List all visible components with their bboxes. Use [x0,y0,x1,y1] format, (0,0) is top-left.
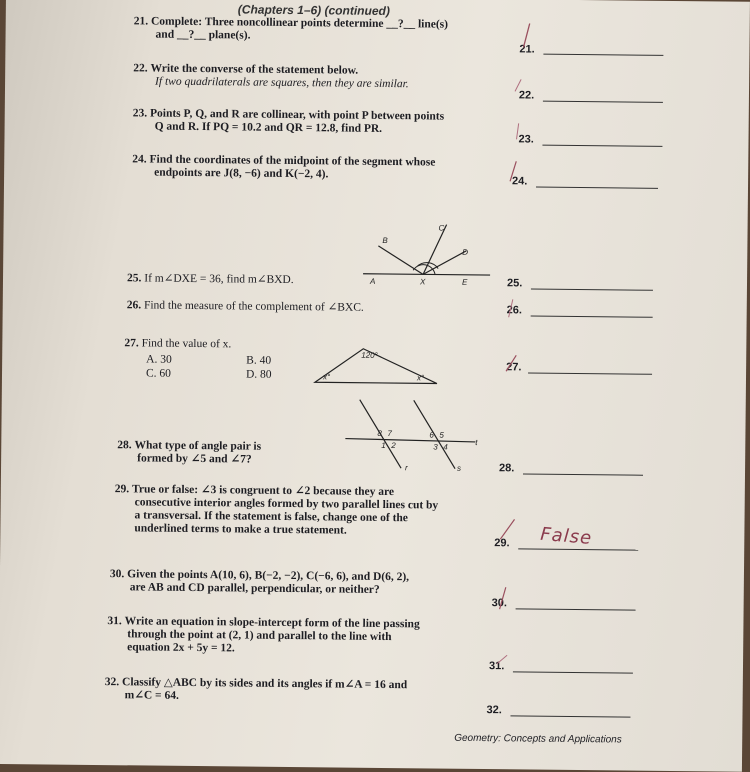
answer-label-27: 27. [506,361,521,373]
answer-line-28[interactable] [523,473,643,475]
answer-label-23: 23. [518,133,533,145]
question-22 [133,62,409,91]
question-text: m∠C = 64. [105,689,179,702]
question-text: If m∠DXE = 36, find m∠BXD. [144,272,293,286]
answer-label-29: 29. [494,537,509,549]
question-text: equation 2x + 5y = 12. [107,641,235,654]
pencil-marks [496,19,543,719]
angle-2: 2 [390,441,396,450]
question-26 [127,299,364,314]
question-text: Q and R. If PQ = 10.2 and QR = 12.8, find PR. [133,120,383,135]
question-text: Classify △ABC by its sides and its angles if m∠A = 16 and [122,676,407,691]
question-text: underlined terms to make a true statement. [114,522,347,536]
answer-label-32: 32. [486,704,501,716]
answer-line-21[interactable] [543,54,663,56]
label-x-left: x° [322,372,331,381]
question-number: 29. [115,483,129,495]
label-t: t [475,438,478,447]
choice-b: B. 40 [246,355,271,368]
page-header: (Chapters 1–6) (continued) [238,2,390,18]
question-number: 31. [107,615,121,627]
question-text: Write an equation in slope-intercept form of the line passing [125,615,420,630]
answer-label-30: 30. [492,597,507,609]
question-text: Write the converse of the statement below. [150,63,358,77]
label-D: D [462,248,468,257]
question-text: Given the points A(10, 6), B(−2, −2), C(−6, 6), and D(6, 2), [127,568,409,583]
choice-d: D. 80 [246,369,272,382]
angle-3: 3 [433,442,438,451]
question-21 [134,15,449,44]
question-text: a transversal. If the statement is false, change one of the [114,509,408,524]
question-text: If two quadrilaterals are squares, then they are similar. [133,75,409,90]
angle-bisector-figure [358,218,499,291]
angle-7: 7 [387,429,392,438]
question-text: True or false: ∠3 is congruent to ∠2 because they are [132,483,394,498]
answer-line-22[interactable] [543,101,663,103]
question-text: through the point at (2, 1) and parallel to the line with [107,628,391,643]
handwritten-answer-29: False [540,524,593,549]
choice-c: C. 60 [146,367,171,380]
answer-line-23[interactable] [542,145,662,147]
question-28 [117,439,261,467]
question-number: 24. [132,153,146,165]
question-text: are AB and CD parallel, perpendicular, or neither? [110,581,380,596]
label-B: B [382,236,388,245]
label-120: 120° [361,351,378,360]
answer-label-24: 24. [512,175,527,187]
question-30 [110,568,409,597]
answer-line-27[interactable] [528,372,652,374]
question-29 [114,483,438,538]
parallel-lines-figure [341,396,482,475]
question-text: Points P, Q, and R are collinear, with point P between points [150,108,444,123]
angle-1: 1 [381,441,386,450]
answer-line-24[interactable] [536,187,658,189]
question-27 [124,337,231,351]
answer-label-28: 28. [499,462,514,474]
question-text: consecutive interior angles formed by two parallel lines cut by [115,496,439,511]
question-text: Find the coordinates of the midpoint of the segment whose [149,154,435,169]
answer-label-26: 26. [507,304,522,316]
question-text: Complete: Three noncollinear points determine __?__ line(s) [151,16,448,31]
label-X: X [419,277,426,286]
angle-8: 8 [377,429,382,438]
question-number: 27. [124,337,138,349]
question-number: 22. [133,62,147,74]
question-number: 32. [105,676,119,688]
question-text: endpoints are J(8, −6) and K(−2, 4). [132,166,328,180]
label-E: E [462,278,468,287]
question-24 [132,153,435,182]
answer-label-22: 22. [519,89,534,101]
label-A: A [369,277,375,286]
question-number: 25. [127,272,141,284]
angle-6: 6 [429,430,434,439]
question-number: 23. [133,107,147,119]
triangle-figure [307,342,447,389]
question-23 [133,107,445,136]
question-32 [105,676,408,705]
label-x-right: x° [416,373,425,382]
answer-line-25[interactable] [531,289,653,291]
answer-label-31: 31. [489,660,504,672]
footer-title: Geometry: Concepts and Applications [454,733,622,746]
answer-label-25: 25. [507,277,522,289]
question-text: Find the measure of the complement of ∠BXC. [144,299,364,313]
answer-line-26[interactable] [531,316,653,318]
question-text: formed by ∠5 and ∠7? [117,452,252,465]
question-number: 21. [134,15,148,27]
question-31 [107,615,420,657]
choice-a: A. 30 [146,353,172,366]
label-r: r [405,463,408,472]
answer-label-21: 21. [519,43,534,55]
question-25 [127,272,294,287]
question-text: What type of angle pair is [134,439,261,452]
label-s: s [457,464,461,473]
label-C: C [439,224,445,233]
angle-5: 5 [439,431,444,440]
question-number: 28. [117,439,131,451]
question-number: 30. [110,568,124,580]
question-text: Find the value of x. [142,337,232,350]
question-text: and __?__ plane(s). [134,28,251,41]
angle-4: 4 [443,443,448,452]
question-number: 26. [127,299,141,311]
